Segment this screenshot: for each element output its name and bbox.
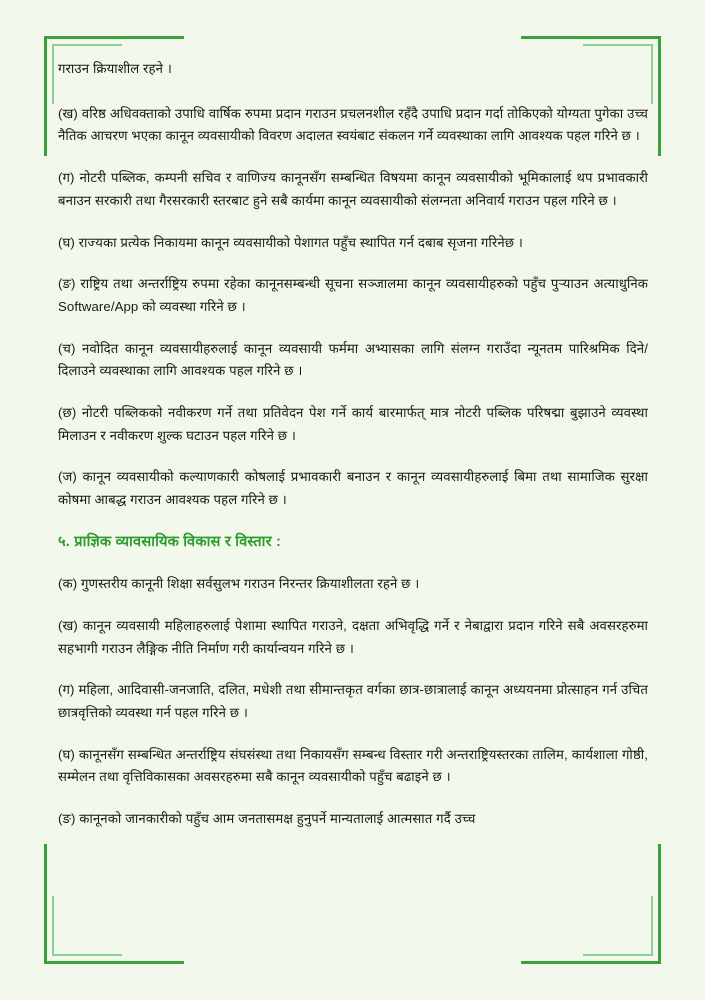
clause-paragraph-chha: (छ) नोटरी पब्लिकको नवीकरण गर्ने तथा प्रतिवेदन पेश गर्ने कार्य बारमार्फत् मात्र नोटरी पब्लिक परिषद्मा बुझाउने व्यवस्था मिलाउन र नवीकरण शुल्क घटाउन पहल गरिने छ । bbox=[58, 405, 648, 443]
frame-edge-bottom-left-vertical bbox=[44, 844, 47, 964]
frame-inner-bottom-right-horizontal bbox=[583, 954, 653, 956]
frame-inner-top-left-vertical bbox=[52, 44, 54, 104]
clause-paragraph-gha: (घ) राज्यका प्रत्येक निकायमा कानून व्यवसायीको पेशागत पहुँच स्थापित गर्न दबाब सृजना गरिनेछ । bbox=[58, 234, 523, 250]
frame-inner-top-left-horizontal bbox=[52, 44, 122, 46]
clause-paragraph-nga: (ङ) राष्ट्रिय तथा अन्तर्राष्ट्रिय रुपमा रहेका कानूनसम्बन्धी सूचना सञ्जालमा कानून व्यवसायीहरुको पहुँच पुऱ्याउन अत्याधुनिक Software/App को व्यवस्था गरिने छ । bbox=[58, 276, 648, 314]
clause-paragraph-ga: (ग) नोटरी पब्लिक, कम्पनी सचिव र वाणिज्य कानूनसँग सम्बन्धित विषयमा कानून व्यवसायीको भूमिकालाई थप प्रभावकारी बनाउन सरकारी तथा गैरसरकारी स्तरबाट हुने सबै कार्यमा कानून व्यवसायीको संलग्नता अनिवार्य गराउन पहल गरिने छ । bbox=[58, 170, 648, 208]
frame-edge-top-right-vertical bbox=[658, 36, 661, 156]
clause-paragraph-ja: (ज) कानून व्यवसायीको कल्याणकारी कोषलाई प्रभावकारी बनाउन र कानून व्यवसायीहरुलाई बिमा तथा सामाजिक सुरक्षा कोषमा आबद्ध गराउन आवश्यक पहल गरिने छ । bbox=[58, 469, 648, 508]
frame-inner-top-right-vertical bbox=[651, 44, 653, 104]
frame-inner-bottom-left-horizontal bbox=[52, 954, 122, 956]
clause-paragraph-kha: (ख) वरिष्ठ अधिवक्ताको उपाधि वार्षिक रुपमा प्रदान गराउन प्रचलनशील रहँदै उपाधि प्रदान गर्दा तोकिएको योग्यता पुगेका उच्च नैतिक आचरण भएका कानून व्यवसायीको विवरण अदालत स्वयंबाट संकलन गर्ने व्यवस्थाका लागि आवश्यक पहल गरिने छ । bbox=[58, 105, 648, 144]
section-clause-paragraph-gha: (घ) कानूनसँग सम्बन्धित अन्तर्राष्ट्रिय संघसंस्था तथा निकायसँग सम्बन्ध विस्तार गरी अन्तराष्ट्रियस्तरका तालिम, कार्यशाला गोष्ठी, सम्मेलन तथा वृत्तिविकासका अवसरहरुमा सबै कानून व्यवसायीको पहुँच बढाइने छ । bbox=[58, 746, 648, 785]
frame-edge-top-left-horizontal bbox=[44, 36, 184, 39]
frame-edge-top-right-horizontal bbox=[521, 36, 661, 39]
document-body bbox=[58, 58, 648, 948]
section-clause-paragraph-ka: (क) गुणस्तरीय कानूनी शिक्षा सर्वसुलभ गराउन निरन्तर क्रियाशीलता रहने छ । bbox=[58, 576, 420, 592]
frame-edge-top-left-vertical bbox=[44, 36, 47, 156]
frame-inner-bottom-left-vertical bbox=[52, 896, 54, 956]
continuation-line: गराउन क्रियाशील रहने । bbox=[58, 61, 172, 76]
clause-paragraph-cha: (च) नवोदित कानून व्यवसायीहरुलाई कानून व्यवसायी फर्ममा अभ्यासका लागि संलग्न गराउँदा न्यूनतम पारिश्रमिक दिने/दिलाउने व्यवस्थाका लागि आवश्यक पहल गरिने छ । bbox=[58, 340, 648, 379]
frame-inner-bottom-right-vertical bbox=[651, 896, 653, 956]
section-clause-paragraph-kha: (ख) कानून व्यवसायी महिलाहरुलाई पेशामा स्थापित गराउने, दक्षता अभिवृद्धि गर्ने र नेबाद्वारा प्रदान गरिने सबै अवसरहरुमा सहभागी गराउन लैङ्गिक नीति निर्माण गरी कार्यान्वयन गरिने छ । bbox=[58, 617, 648, 656]
section-heading: ५. प्राज्ञिक व्यावसायिक विकास र विस्तार : bbox=[58, 533, 282, 550]
frame-edge-bottom-right-vertical bbox=[658, 844, 661, 964]
frame-inner-top-right-horizontal bbox=[583, 44, 653, 46]
section-clause-paragraph-nga: (ङ) कानूनको जानकारीको पहुँच आम जनतासमक्ष हुनुपर्ने मान्यतालाई आत्मसात गर्दै उच्च bbox=[58, 811, 476, 827]
frame-edge-bottom-left-horizontal bbox=[44, 961, 184, 964]
section-clause-paragraph-ga: (ग) महिला, आदिवासी-जनजाति, दलित, मधेशी तथा सीमान्तकृत वर्गका छात्र-छात्रालाई कानून अध्ययनमा प्रोत्साहन गर्न उचित छात्रवृत्तिको व्यवस्था गर्न पहल गरिने छ । bbox=[58, 682, 648, 720]
frame-edge-bottom-right-horizontal bbox=[521, 961, 661, 964]
